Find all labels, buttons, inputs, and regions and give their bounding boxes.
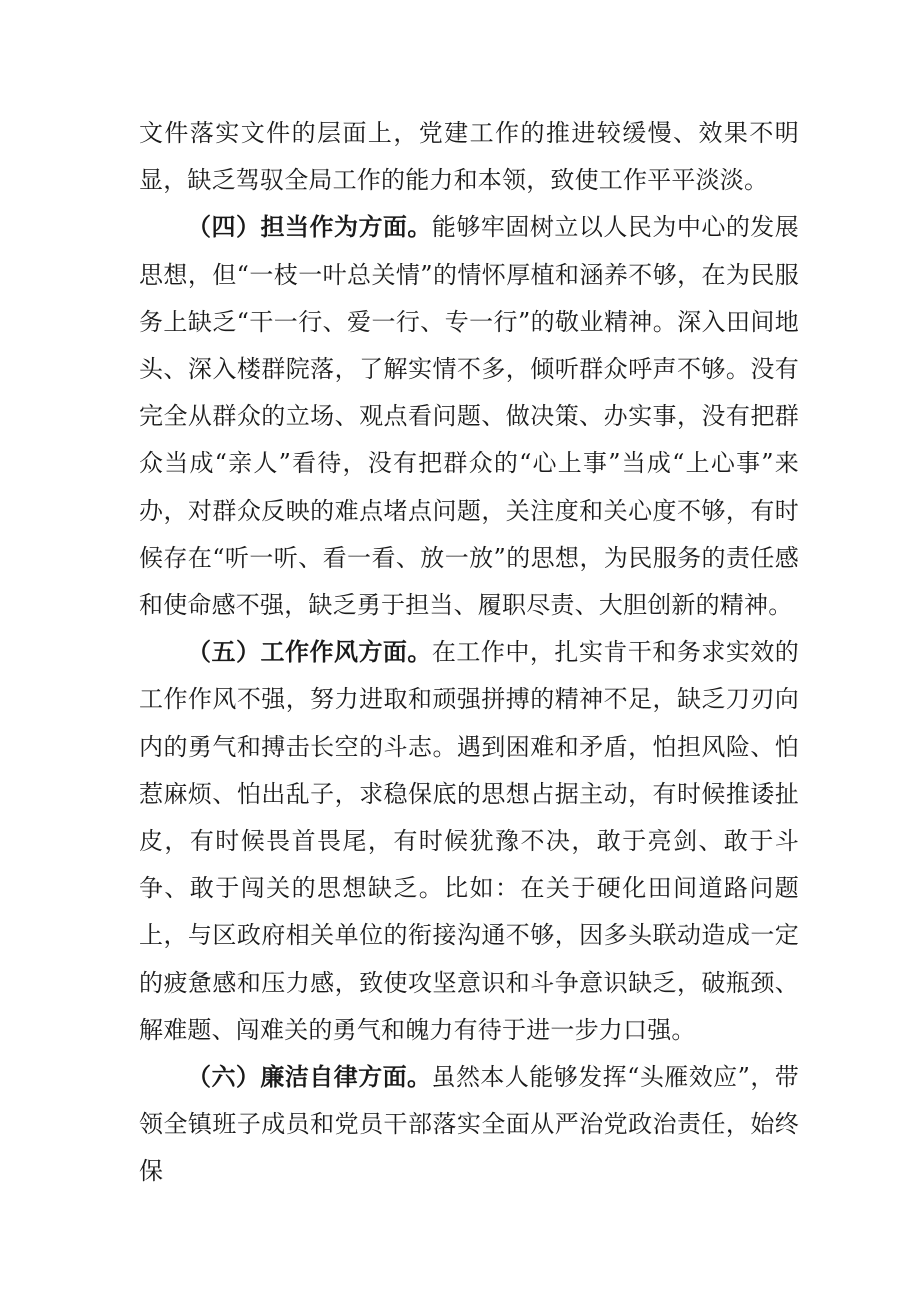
paragraph-section-6 <box>139 1054 799 1196</box>
section-heading: （四）担当作为方面。 <box>187 213 432 242</box>
section-heading: （五）工作作风方面。 <box>187 638 432 667</box>
document-body <box>139 110 799 1196</box>
paragraph-text: 虽然本人能够发挥“头雁效应”，带领全镇班子成员和党员干部落实全面从严治党政治责任，始终保 <box>139 1063 799 1186</box>
section-heading: （六）廉洁自律方面。 <box>187 1063 432 1092</box>
paragraph-text: 能够牢固树立以人民为中心的发展思想，但“一枝一叶总关情”的情怀厚植和涵养不够，在为民服务上缺乏“干一行、爱一行、专一行”的敬业精神。深入田间地头、深入楼群院落，了解实情不多，倾听群众呼声不够。没有完全从群众的立场、观点看问题、做决策、办实事，没有把群众当成“亲人”看待，没有把群众的“心上事”当成“上心事”来办，对群众反映的难点堵点问题，关注度和关心度不够，有时候存在“听一听、看一看、放一放”的思想，为民服务的责任感和使命感不强，缺乏勇于担当、履职尽责、大胆创新的精神。 <box>139 213 800 620</box>
paragraph-text: 在工作中，扎实肯干和务求实效的工作作风不强，努力进取和顽强拼搏的精神不足，缺乏刀刃向内的勇气和搏击长空的斗志。遇到困难和矛盾，怕担风险、怕惹麻烦、怕出乱子，求稳保底的思想占据主动，有时候推诿扯皮，有时候畏首畏尾，有时候犹豫不决，敢于亮剑、敢于斗争、敢于闯关的思想缺乏。比如：在关于硬化田间道路问题上，与区政府相关单位的衔接沟通不够，因多头联动造成一定的疲惫感和压力感，致使攻坚意识和斗争意识缺乏，破瓶颈、解难题、闯难关的勇气和魄力有待于进一步力口强。 <box>139 638 800 1044</box>
paragraph-continuation <box>139 110 799 204</box>
paragraph-section-5 <box>139 629 799 1054</box>
paragraph-text: 文件落实文件的层面上，党建工作的推进较缓慢、效果不明显，缺乏驾驭全局工作的能力和本领，致使工作平平淡淡。 <box>139 119 799 195</box>
paragraph-section-4 <box>139 204 799 629</box>
